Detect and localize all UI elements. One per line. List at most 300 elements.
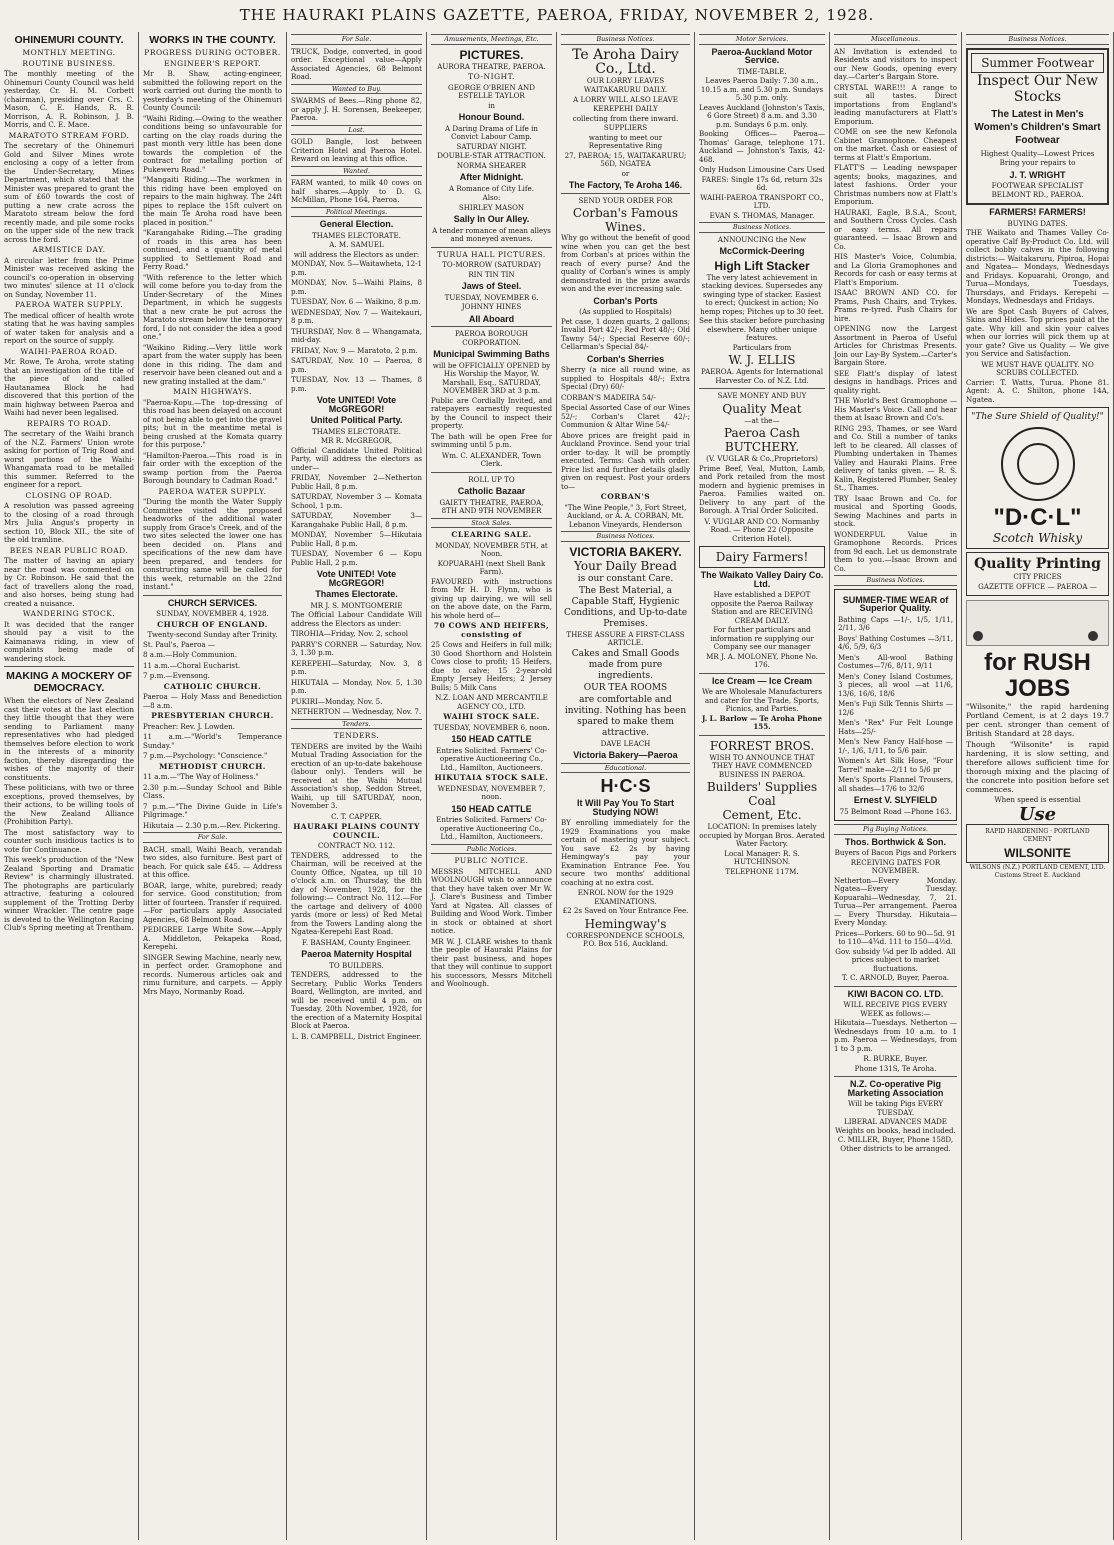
meeting-line: TUESDAY, Nov. 6 — Waikino, 8 p.m. <box>291 297 421 306</box>
ad-line: "The Wine People," 3, Fort Street, Auckland, or A. A. CORBAN, Mt. Lebanon Vineyards, Henderson <box>564 502 687 529</box>
ad-line: Cakes and Small Goods made from pure ingredients. <box>571 648 680 681</box>
church-line: St. Paul's, Paeroa — <box>143 639 215 649</box>
article-paragraph: "Karangahake Riding.—The grading of roads in this area has been continued, and a quantity of metal supplied to Settlement Road and Ferry Road." <box>143 228 282 271</box>
section-label: Business Notices. <box>561 531 690 542</box>
ad-signature: L. B. CAMPBELL, District Engineer. <box>291 1031 422 1041</box>
church-line: 11 a.m.—Choral Eucharist. <box>143 660 241 670</box>
ad-line: A. M. SAMUEL <box>329 240 384 249</box>
ad-line: BUYING DATES. <box>1007 218 1068 228</box>
ad-heading: VICTORIA BAKERY. <box>569 544 682 559</box>
meeting-line: KEREPEHI—Saturday, Nov. 3, 8 p.m. <box>291 658 422 676</box>
ad-line: Particulars from <box>732 342 792 352</box>
ad-line: WILSONS (N.Z.) PORTLAND CEMENT, LTD. Customs Street E. Auckland <box>969 863 1106 879</box>
ad-heading: Use <box>1018 803 1057 825</box>
column-4 <box>427 32 557 1540</box>
meeting-line: NETHERTON — Wednesday, Nov. 7. <box>291 707 422 716</box>
article-paragraph: "Waihi Riding.—Owing to the weather conditions being so unfavourable for carting on the clay roads during the past month very little has been done towards the completion of the contract for metalling portion of Pukeweru Road." <box>143 113 282 174</box>
ad-line: —at the— <box>744 415 780 425</box>
ad-line: CITY PRICES <box>1013 572 1062 581</box>
ad-signature: Wm. C. ALEXANDER, Town Clerk. <box>441 450 542 468</box>
ad-line: WILL RECEIVE PIGS EVERY WEEK as follows:— <box>843 1000 948 1018</box>
ad-heading: Scotch Whisky <box>992 531 1083 545</box>
divider <box>431 247 552 248</box>
ad-heading: Hemingway's <box>584 916 667 931</box>
ad-line: See this stacker before purchasing elsewhere. Many other unique features. <box>699 316 825 342</box>
church-line: 8 a.m.—Holy Communion. <box>143 650 237 659</box>
ad-heading: Catholic Bazaar <box>457 486 526 496</box>
ad-text: Booking Offices— Paeroa—Thomas' Garage, telephone 171. Auckland — Johnston's Taxis, 42-468. <box>699 129 825 164</box>
price-line: Men's Fuji Silk Tennis Shirts —12/6 <box>838 699 953 717</box>
ad-heading: Corban's Famous Wines. <box>572 206 679 234</box>
ad-text: Why go without the benefit of good wine when you can get the best from Corban's at prices within the reach of every purse? And the quality of Corban's wines is amply demonstrated in the prize awards won and the ever increasing sale. <box>561 233 690 293</box>
ad-text: Prime Beef, Veal, Mutton, Lamb, and Pork retailed from the most modern and hygienic premises in Paeroa. Families waited on. Delivery to any part of the Borough. A Trial Order Solicited. <box>699 463 825 515</box>
ad-heading: Ice Cream — Ice Cream <box>711 675 813 686</box>
ad-line: Have established a DEPOT opposite the Paeroa Railway Station and are RECEIVING CREAM DAILY. <box>710 590 814 625</box>
ad-heading: It Will Pay You To Start Studying NOW! <box>577 798 674 817</box>
ad-heading: HIKUTAIA STOCK SALE. <box>434 773 549 782</box>
ad-line: SUPPLIERS <box>603 123 648 132</box>
ad-line: C. MILLER, Buyer, Phone 158D, Other districts to be arranged. <box>837 1135 954 1153</box>
ad-line: will address the Electors as under: <box>293 249 420 259</box>
ad-line: WEDNESDAY, NOVEMBER 7, noon. <box>437 783 546 801</box>
meeting-line: SATURDAY, Nov. 10 — Paeroa, 8 p.m. <box>291 356 422 374</box>
ad-line: SAVE MONEY AND BUY <box>717 391 807 400</box>
subhead: REPAIRS TO ROAD. <box>27 418 111 428</box>
section-label: Business Notices. <box>834 575 957 586</box>
section-title: CHURCH SERVICES. <box>167 597 258 608</box>
ad-heading: Te Aroha Dairy Co., Ltd. <box>572 46 679 77</box>
section-label: Lost. <box>291 125 422 136</box>
ad-signature: F. BASHAM, County Engineer. <box>302 937 411 947</box>
meeting-line: SATURDAY, November 3—Karangahake Public Hall, 8 p.m. <box>291 511 422 529</box>
article-paragraph: "During the month the Water Supply Committee visited the proposed headworks of the additional water supply from Grace's Creek, and of the two sites selected the lower one has been decided on. Plans and specifications of the new dam have been prepared, and tenders for constructing same will be called for this week, returnable on the 22nd instant." <box>143 497 282 591</box>
ad-signature: N.Z. LOAN AND MERCANTILE AGENCY CO., LTD. <box>435 693 548 711</box>
article-paragraph: The monthly meeting of the Ohinemuri County Council was held yesterday, Cr. H. M. Corbett (chairman), presiding over Crs. C. Mason, C. E. Hands, R. R. Morrison, A. R. Robinson, J. B. Morris, and C. E. Mace. <box>4 69 134 129</box>
ad-line: Official Candidate United Political Party, will address the electors as under— <box>291 445 422 472</box>
ad-line: J. L. Barlow — Te Aroha Phone 155. <box>701 713 823 731</box>
ad-heading: The Waikato Valley Dairy Co. Ltd. <box>700 570 824 589</box>
subhead: MONTHLY MEETING. <box>22 48 116 57</box>
subhead: WAIHI-PAEROA ROAD. <box>20 346 118 356</box>
ad-line: CORBAN'S <box>600 492 651 501</box>
wilsonite-badge <box>966 824 1109 863</box>
divider <box>561 193 690 194</box>
ad-line: FOOTWEAR SPECIALIST BELMONT RD., PAEROA. <box>991 181 1084 199</box>
article-paragraph: "Hamilton-Paeroa.—This road is in fair order with the exception of the swamp portion from the Paeroa Borough boundary to Cadman Road." <box>143 450 282 485</box>
film-title: After Midnight. <box>459 172 524 182</box>
ad-heading: Corban's Ports <box>593 295 658 306</box>
ad-line: MONDAY, NOVEMBER 5TH, at Noon. <box>435 540 548 558</box>
classified-ad: SEE Flatt's display of latest designs in handbags. Prices and quality right. <box>834 368 957 395</box>
column-2 <box>139 32 287 1540</box>
ad-text: MESSRS MITCHELL AND WOOLNOUGH wish to announce that they have taken over Mr W. J. Clare's Business and Timber Yard at Ngatea. All classes of Building and Wood Work. Timber in stock or obtained at short notice. <box>431 866 552 935</box>
ad-text: Though "Wilsonite" is rapid hardening, it is slow setting, and therefore allows sufficient time for thorough mixing and the placing of the concrete into position before set commences. <box>966 740 1109 794</box>
subhead: MAIN HIGHWAYS. <box>173 387 252 396</box>
ad-line: The Best Material, a Capable Staff, Hygienic Conditions, and Up-to-date Premises. <box>563 585 688 629</box>
ad-heading: PICTURES. <box>459 47 524 62</box>
classified-ad: SINGER Sewing Machine, nearly new, in perfect order. Gramophone and records. Numerous articles oak and rimu furniture, and carpets. — Apply Mrs Mayo, Normanby Road. <box>143 952 282 996</box>
divider <box>699 388 825 389</box>
classified-ad: BOAR, large, white, purebred; ready for service. Good constitution; from litter of fourteen. Transfer if required.—For particulars apply Associated Agencies, 68 Belmont Road. <box>143 880 282 924</box>
church-name: CATHOLIC CHURCH. <box>163 681 262 691</box>
section-label: Business Notices. <box>966 34 1109 45</box>
ad-text: "Wilsonite," the rapid hardening Portland Cement, is at 2 days 19.7 per cent. stronger than cement of British Standard at 28 days. <box>966 702 1109 738</box>
church-line: 2.30 p.m.—Sunday School and Bible Class. <box>143 782 282 800</box>
ad-line: TUESDAY, NOVEMBER 6, noon. <box>433 722 550 732</box>
ad-heading: SUMMER-TIME WEAR of Superior Quality. <box>842 594 949 613</box>
ad-line: A Romance of City Life. <box>449 183 534 193</box>
subhead: PROGRESS DURING OCTOBER. <box>144 48 281 57</box>
column-3 <box>287 32 427 1540</box>
church-name: CHURCH OF ENGLAND. <box>157 619 268 629</box>
section-label: Tenders. <box>291 719 422 730</box>
price-list: Special Assorted Case of our Wines 52/-; Corban's Claret 42/-; Communion & Altar Wine 54/- <box>561 403 690 429</box>
ad-line: Prices—Porkers. 60 to 90—5d. 91 to 110—4¾d. 111 to 150—4½d. <box>835 928 956 946</box>
ad-line: WAITAKARURU DAILY. <box>583 85 668 94</box>
ad-line: (As supplied to Hospitals) <box>579 307 672 316</box>
shield-emblem-icon <box>1001 427 1075 501</box>
ad-text: Hikutaia—Tuesdays. Netherton — Wednesdays from 10 a.m. to 1 p.m. Paeroa — Wednesdays, from 1 to 3 p.m. <box>834 1018 957 1053</box>
ad-line: TO-NIGHT. <box>468 72 515 81</box>
ad-line: RAPID HARDENING · PORTLAND CEMENT <box>985 827 1090 843</box>
article-paragraph: "With reference to the letter which will come before you to-day from the Under-Secretary of the Mines Department, in which he suggests that a new crate be put across the Maratoto stream below the temporary ford, I do not consider the idea a good one." <box>143 272 282 341</box>
church-name: PRESBYTERIAN CHURCH. <box>151 711 274 720</box>
ad-line: GAZETTE OFFICE — PAEROA — <box>978 581 1097 591</box>
ad-heading: High Lift Stacker <box>714 258 810 273</box>
ad-heading: Builders' Supplies <box>706 780 818 794</box>
church-line: 11 a.m.—"World's Temperance Sunday." <box>143 732 282 750</box>
ad-line: FARES: Single 17s 6d, return 32s 6d. <box>701 174 823 192</box>
price-line: Men's Coney Island Costumes, 3 pieces, all wool —at 11/6, 13/6, 16/6, 18/6 <box>838 671 953 698</box>
price-list: Pet case, 1 dozen quarts, 2 gallons; Invalid Port 42/-; Red Port 48/-; Old Tawny 54/-; Special Reserve 60/-; Cellarman's Special 84/- <box>561 316 690 351</box>
ad-line: Local Manager: R. S. HUTCHINSON. <box>724 848 800 866</box>
ad-line: PAEROA BOROUGH CORPORATION. <box>454 329 529 347</box>
classified-ad: OPENING now the Largest Assortment in Paeroa of Useful Articles for Christmas Presents. Join our Lay-By System.—Carter's Bargain Store. <box>834 324 957 367</box>
section-label: Business Notices. <box>561 34 690 45</box>
ad-line: When speed is essential <box>994 795 1081 804</box>
section-label: Motor Services. <box>699 34 825 45</box>
ad-line: GEORGE O'BRIEN AND ESTELLE TAYLOR <box>448 82 535 100</box>
church-line: Hikutaia — 2.30 p.m.—Rev. Pickering. <box>143 820 281 830</box>
column-7 <box>830 32 962 1540</box>
ad-heading: Thos. Borthwick & Son. <box>844 836 946 847</box>
headline: MAKING A MOCKERY OF DEMOCRACY. <box>6 670 132 694</box>
ad-line: PAEROA. Agents for International Harvester Co. of N.Z. Ltd. <box>701 367 823 385</box>
ad-signature: C. T. CAPPER. <box>331 811 382 821</box>
meeting-line: THURSDAY, Nov. 8 — Whangamata, mid-day. <box>291 326 422 344</box>
meeting-line: MONDAY, November 5—Hikutaia Public Hall, 8 p.m. <box>291 530 422 548</box>
ad-heading: Dairy Farmers! <box>715 550 809 564</box>
meeting-line: PUKIRI—Monday, Nov. 5. <box>291 696 383 706</box>
ad-heading: Ernest V. SLYFIELD <box>853 795 938 805</box>
ad-line: DAVE LEACH <box>600 738 651 748</box>
church-name: METHODIST CHURCH. <box>159 761 266 771</box>
ad-line: 27, PAEROA; 15, WAITAKARURU; 56D, NGATEA <box>564 150 687 168</box>
ad-line: (V. VUGLAR & Co.,Proprietors) <box>706 454 818 463</box>
ad-line: 150 HEAD CATTLE <box>451 803 532 814</box>
section-label: Amusements, Meetings, Etc. <box>431 34 552 45</box>
dcl-whisky-ad <box>966 407 1109 549</box>
divider <box>431 472 552 473</box>
ad-line: For further particulars and information re supplying our Company see our manager <box>710 625 814 651</box>
summer-wear-ad <box>834 589 957 822</box>
ad-text: 25 Cows and Heifers in full milk; 30 Good Shorthorn and Holstein Cows close to profit; 15 Heifers, due to calve; 15 2-year-old Empty Jersey Heifers; 2 Jersey Bulls; 5 Milk Cans <box>431 640 552 692</box>
ad-heading: United Political Party. <box>310 415 403 425</box>
ad-line: Also: <box>482 193 501 202</box>
classified-ad: PEDIGREE Large White Sow.—Apply A. Middleton, Pekapeka Road, Kerepehi. <box>143 925 282 951</box>
ad-line: RECEIVING DATES FOR NOVEMBER. <box>850 857 941 875</box>
ad-line: RIN TIN TIN <box>468 269 515 279</box>
subhead: MARATOTO STREAM FORD. <box>8 130 130 140</box>
ad-line: 75 Belmont Road —Phone 163. <box>839 806 952 816</box>
section-label: Wanted. <box>291 166 422 177</box>
article-paragraph: These politicians, with two or three exceptions, proved themselves, by their actions, to be willing tools of the New Zealand Alliance (Prohibition Party). <box>4 783 134 826</box>
ad-line: ENROL NOW for the 1929 EXAMINATIONS. <box>577 888 674 906</box>
ad-line: TIME-TABLE. <box>737 66 787 76</box>
ad-line: LIBERAL ADVANCES MADE Weights on books, head included. <box>835 1117 956 1135</box>
ad-line: DOUBLE-STAR ATTRACTION. <box>437 151 546 160</box>
classified-ad: HIS Master's Voice, Columbia, and La Gloria Gramophones and Records for cash or easy terms at Flatt's Emporium. <box>834 252 957 287</box>
ad-heading: J. T. WRIGHT <box>1009 169 1066 180</box>
ad-line: MR J. S. MONTGOMERIE <box>310 600 403 610</box>
divider <box>143 595 282 596</box>
ad-line: in <box>488 100 495 110</box>
meeting-line: TUESDAY, November 6 — Kopu Public Hall, 2 p.m. <box>291 549 422 567</box>
column-8 <box>962 32 1114 1540</box>
ad-line: LOCATION: In premises lately occupied by Morgan Bros. Aerated Water Factory. <box>699 822 825 848</box>
ad-line: 150 HEAD CATTLE <box>451 734 532 744</box>
ad-line: TELEPHONE 117M. <box>725 866 799 876</box>
section-label: Wanted to Buy. <box>291 84 422 95</box>
ad-line: SEND YOUR ORDER FOR <box>578 195 673 205</box>
classified-ad: GOLD Bangle, lost between Criterion Hotel and Paeroa Hotel. Reward on leaving at this office. <box>291 137 422 163</box>
divider <box>699 735 825 736</box>
section-label: For Sale. <box>291 34 422 45</box>
article-paragraph: The secretary of the Waihi branch of the N.Z. Farmers' Union wrote asking for portion of Trig Road and worst portions of the Waihi-Whangamata road to be metalled this summer. Referred to the engineer for a report. <box>4 429 134 489</box>
section-label: Political Meetings. <box>291 207 422 218</box>
meeting-line: FRIDAY, Nov. 9 — Maratoto, 2 p.m. <box>291 345 418 355</box>
ad-heading: WILSONITE <box>1004 845 1071 860</box>
classified-ad: HAURAKI, Eagle, B.S.A., Scout, and Southern Cross Cycles. Cash or easy terms. All repairs guaranteed. — Isaac Brown and Co. <box>834 207 957 251</box>
section-label: Business Notices. <box>699 222 825 233</box>
ad-text: We are Spot Cash Buyers of Calves, Skins and Hides. Top prices paid at the gate. Why kill and skin your calves when our lorries will pick them up at your gate? Give us Quality — We give you Service and Satisfaction. <box>966 306 1109 358</box>
subhead: PAEROA WATER SUPPLY. <box>158 486 267 496</box>
ad-line: GAIETY THEATRE, PAEROA, 8TH AND 9TH NOVEMBER <box>439 497 544 515</box>
ad-line: THAMES ELECTORATE. <box>312 426 401 436</box>
tender-ad: TENDERS, addressed to the Chairman, will be received at the County Office, Ngatea, up till 10 o'clock a.m. on Thursday, the 8th day of November, 1928, for the following:— Contract No. 112.—For the cartage and delivery of 4000 yards (more or less) of Red Metal from the Towers Landing along the Ngatea-Kerepehi East Road. <box>291 850 422 936</box>
ad-heading: W. J. ELLIS <box>728 353 796 367</box>
classified-ad: AN Invitation is extended to Residents and visitors to inspect our New Goods, opening every day.—Carter's Bargain Store. <box>834 46 957 81</box>
ad-line: will be OFFICIALLY OPENED by His Worship the Mayor, W. Marshall, Esq., SATURDAY, NOVEMBER 3RD at 3 p.m. <box>432 360 551 395</box>
ad-heading: The Latest in Men's Women's Children's Smart Footwear <box>974 108 1101 146</box>
ad-line: or <box>621 168 630 178</box>
ad-heading: PUBLIC NOTICE. <box>454 856 529 865</box>
ad-line: Will be taking Pigs EVERY TUESDAY. <box>848 1099 943 1117</box>
ad-line: TO-MORROW (SATURDAY) <box>442 260 541 269</box>
ad-line: WAIHI-PAEROA TRANSPORT CO., LTD. <box>700 192 824 210</box>
ad-line: V. VUGLAR AND CO. Normanby Road. — Phone 22 (Opposite Criterion Hotel). <box>704 516 820 543</box>
subhead: BEES NEAR PUBLIC ROAD. <box>9 545 129 555</box>
article-paragraph: "Waikino Riding.—Very little work apart from the water supply has been done in this riding. The dam and reservoir have been cleaned out and a new grating installed at the dam." <box>143 342 282 386</box>
meeting-line: SATURDAY, November 3 — Komata School, 1 p.m. <box>291 492 422 510</box>
section-label: Pig Buying Notices. <box>834 824 957 835</box>
tender-ad: TENDERS are invited by the Waihi Mutual Trading Association for the erection of an up-to-date bakehouse (labour only). Tenders will be received at the Waihi Mutual Association's shop, Seddon Street, Waihi, up till SATURDAY, noon, November 3. <box>291 741 422 810</box>
film-title: Jaws of Steel. <box>461 281 522 291</box>
church-line: 7 p.m.—Psychology: "Conscience." <box>143 751 268 760</box>
classified-ad: ISAAC BROWN AND CO. for Prams, Push Chairs, and Trykes. Prams re-tyred. Push Chairs for hire. <box>834 288 957 323</box>
ad-line: Buyers of Bacon Pigs and Porkers <box>834 848 957 857</box>
headline: WORKS IN THE COUNTY. <box>149 34 276 46</box>
ad-heading: TENDERS. <box>333 731 380 740</box>
column-5 <box>557 32 695 1540</box>
ad-text: FAVOURED with instructions from Mr H. D. Flynn, who is giving up dairying, we will sell on the above date, on the Farm, his whole herd of— <box>431 576 552 620</box>
tender-ad: TENDERS, addressed to the Secretary, Public Works Tenders Board, Wellington, are invited, and will be received until 4 p.m. on Tuesday, 20th November, 1928, for the erection of a Maternity Hospital Block at Paeroa. <box>291 970 422 1030</box>
ad-heading: CLEARING SALE. <box>451 530 532 539</box>
ad-heading: Paeroa Maternity Hospital <box>301 949 412 959</box>
ad-line: MR J. A. MOLONEY, Phone No. 176. <box>706 651 818 669</box>
article-paragraph: The most satisfactory way to counter such insidious tactics is to vote for Continuance. <box>4 827 134 854</box>
ad-line: NORMA SHEARER <box>456 160 527 170</box>
meeting-line: MONDAY, Nov. 5—Waitawheta, 12-1 p.m. <box>291 259 422 277</box>
ad-line: ROLL UP TO <box>468 474 515 484</box>
classified-ad: RING 293, Thames, or see Ward and Co. Still a number of tanks left to be cleared. All classes of Plumbing undertaken in Thames Valley and Hauraki Plains. Free delivery of tanks given. — R. S. Kalin, Registered Plumber, Sealey St., Thames. <box>834 423 957 492</box>
classified-ad: FARM wanted, to milk 40 cows on half shares.—Apply to D. G. McMillan, Phone 164, Paeroa. <box>291 178 422 204</box>
ad-heading: Vote UNITED! Vote McGREGOR! <box>316 569 397 588</box>
ad-line: The very latest achievement in stacking devices. Supersedes any swinging type of stacker. Easiest to erect; Quickest in action; No hemp ropes; Pitches up to 30 feet. <box>700 272 824 316</box>
ad-signature: R. BURKE, Buyer. <box>863 1054 928 1063</box>
ad-line: TO BUILDERS. <box>329 960 384 970</box>
price-list: CORBAN'S MADEIRA 54/- <box>561 392 656 402</box>
truck-illustration-icon <box>966 600 1109 646</box>
ad-line: Only Hudson Limousine Cars Used <box>699 165 825 174</box>
ad-heading: Vote UNITED! Vote McGREGOR! <box>316 395 397 414</box>
divider <box>431 326 552 327</box>
divider <box>834 1076 957 1077</box>
ad-line: A tender romance of mean alleys and moneyed avenues. <box>432 225 551 243</box>
article-paragraph: This week's production of the "New Zealand Sporting and Dramatic Review" is charmingly illustrated. The photographs are particularly attractive, featuring a coloured supplement of the Trotting Derby winner Wrackler. The centre page is devoted to the Wellington Racing Club's Spring meeting at Trentham. <box>4 855 134 932</box>
article-paragraph: The matter of having an apiary near the road was commented on by Cr. Robinson. He said that the fact of travellers along the road, and also horses, being stung had created a nuisance. <box>4 556 134 608</box>
meeting-line: TIROHIA—Friday, Nov. 2, school <box>291 629 408 638</box>
church-line: Paeroa — Holy Mass and Benediction—8 a.m. <box>143 692 282 710</box>
ad-line: is our constant Care. <box>577 573 674 584</box>
ad-signature: T. C. ARNOLD, Buyer, Paeroa. <box>841 973 950 982</box>
ad-heading: Victoria Bakery—Paeroa <box>573 750 678 760</box>
subhead: ENGINEER'S REPORT. <box>164 58 261 68</box>
ad-heading: Paeroa-Auckland Motor Service. <box>711 46 813 65</box>
article-paragraph: "Paeroa-Kopu.—The top-dressing of this road has been delayed on account of not being able to get into the gravel pits; but in the meantime metal is being crushed at the Komata quarry for this purpose." <box>143 397 282 449</box>
ad-line: CONTRACT NO. 112. <box>318 841 395 850</box>
ad-line: Bring your repairs to <box>999 158 1076 167</box>
ad-text: The bath will be open Free for swimming until 5 p.m. <box>431 431 552 449</box>
price-line: Bathing Caps —1/-, 1/5, 1/11, 2/11, 3/6 <box>838 614 953 632</box>
meeting-line: MONDAY, Nov. 5—Waihi Plains, 8 p.m. <box>291 278 422 296</box>
ad-heading: Inspect Our New Stocks <box>976 72 1099 105</box>
ad-line: THESE ASSURE A FIRST-CLASS ARTICLE. <box>566 629 685 647</box>
ad-heading: Coal <box>748 794 776 808</box>
masthead: THE HAURAKI PLAINS GAZETTE, PAEROA, FRIDAY, NOVEMBER 2, 1928. <box>239 6 875 24</box>
column-6 <box>695 32 830 1540</box>
ad-line: Gov. subsidy ¼d per lb added. All prices subject to market fluctuations. <box>835 946 956 973</box>
meeting-line: WEDNESDAY, Nov. 7 — Waitekauri, 8 p.m. <box>291 307 422 325</box>
subhead: ROUTINE BUSINESS. <box>22 58 116 68</box>
classified-ad: TRUCK, Dodge, converted, in good order. Exceptional value—Apply Associated Agencies, 68 Belmont Road. <box>291 46 422 81</box>
film-title: Sally In Our Alley. <box>453 214 530 224</box>
ad-line: AURORA THEATRE, PAEROA. <box>437 61 546 71</box>
classified-ad: TRY Isaac Brown and Co. for musical and Sporting Goods, Sewing Machines and parts in stock. <box>834 493 957 528</box>
price-line: Men's Sports Flannel Trousers, all shades—17/6 to 32/6 <box>838 775 953 793</box>
classified-ad: COME on see the new Kefonola Cabinet Gramophone. Cheapest on the market. Cash or easiest of terms at Flatt's Emporium. <box>834 127 957 162</box>
meeting-line: PARRY'S CORNER — Saturday, Nov. 3, 1.30 p.m. <box>291 639 422 657</box>
ad-heading: Paeroa Cash BUTCHERY. <box>724 426 800 454</box>
church-line: 7 p.m.—"The Divine Guide in Life's Pilgrimage." <box>143 801 282 819</box>
price-line: Men's New Fancy Half-hose —1/-, 1/6, 1/11, to 5/6 pair. <box>838 737 953 755</box>
article-paragraph: A resolution was passed agreeing to the closing of a road through Mrs Julia Angus's property in section 10, Block XII., the site of the old tramline. <box>4 501 134 544</box>
ad-line: Leaves Paeroa Daily: 7.30 a.m., 10.15 a.m. and 5.30 p.m. Sundays 5.30 p.m. only. <box>700 76 824 102</box>
article-paragraph: The secretary of the Ohinemuri Gold and Silver Mines wrote enclosing a copy of a letter from the Under-Secretary, Mines Department, which stated that the Minister was prepared to grant the sum of £60 towards the cost of putting a new crate across the Maratoto stream below the ford recently made, and pile some rocks on the upper side of the new track across the ford. <box>4 141 134 244</box>
ad-line: WISH TO ANNOUNCE THAT THEY HAVE COMMENCED BUSINESS IN PAEROA. <box>709 752 815 779</box>
section-label: Public Notices. <box>431 844 552 855</box>
subhead: ARMISTICE DAY. <box>32 245 106 254</box>
ad-line: A LORRY WILL ALSO LEAVE <box>573 94 678 104</box>
ad-heading: Corban's Sherries <box>586 353 665 364</box>
ad-line: OUR TEA ROOMS <box>583 682 668 693</box>
price-line: Boys' Bathing Costumes —3/11, 4/6, 5/9, 6/3 <box>838 633 953 651</box>
ad-line: THAMES ELECTORATE. <box>312 230 401 240</box>
subhead: PAEROA WATER SUPPLY. <box>14 300 124 309</box>
classified-ad: SWARMS of Bees.—Ring phone 82, or apply J. H. Sorensen, Beekeeper, Paeroa. <box>291 96 422 122</box>
ad-line: OUR LORRY LEAVES <box>586 75 665 85</box>
ad-heading: Thames Electorate. <box>315 589 398 599</box>
ad-heading: FORREST BROS. <box>709 738 815 753</box>
article-paragraph: It was decided that the ranger should pay a visit to the Kaimanawa riding, in view of complaints being made of wandering stock. <box>4 619 134 663</box>
price-line: Men's "Rex" Fur Felt Lounge Hats—25/- <box>838 718 953 736</box>
wilsonite-logo <box>966 803 1109 863</box>
ad-heading: TURUA HALL PICTURES. <box>437 249 546 259</box>
ad-text: BY enrolling immediately for the 1929 Examinations you make certain of mastering your subject. You save £2 2s by having Hemingway's pay your Examination Entrance Fee. You secure two months' additional coaching at no extra cost. <box>561 818 690 887</box>
section-label: Educational. <box>561 763 690 774</box>
ad-heading: McCormick-Deering <box>719 246 805 256</box>
ad-line: JOHNNY HINES <box>461 302 522 311</box>
ad-line: EVAN S. THOMAS, Manager. <box>709 210 815 220</box>
ad-heading: Quality Printing <box>974 556 1101 572</box>
price-list: Sherry (a nice all round wine, as supplied to Hospitals 48/-; Extra Special (Dry) 60/- <box>561 365 690 391</box>
ad-text: Above prices are freight paid in Auckland Province. Send your trial order to-day. It will be promptly executed. Terms: Cash with order. Price list and further details gladly given on request. Post your orders to— <box>561 430 690 491</box>
ad-heading: WAIHI STOCK SALE. <box>443 712 540 721</box>
subhead: WANDERING STOCK. <box>22 609 116 618</box>
film-title: All Aboard <box>468 313 515 324</box>
ad-line: Highest Quality—Lowest Prices <box>980 148 1095 158</box>
meeting-line: HIKUTAIA — Monday, Nov. 5, 1.30 p.m. <box>291 677 422 695</box>
ad-heading: Summer Footwear <box>971 53 1104 73</box>
ad-line: SATURDAY NIGHT. <box>456 141 527 151</box>
ad-line: ANNOUNCING the New <box>717 234 807 244</box>
dcl-logo: "D·C·L" <box>993 504 1082 531</box>
church-line: Preacher: Rev. J. Lowden. <box>143 721 235 731</box>
film-title: Honour Bound. <box>458 112 525 122</box>
ad-line: Phone 131S, Te Aroha. <box>854 1063 937 1073</box>
footwear-ad <box>966 48 1109 206</box>
ad-text: Carrier: T. Watts, Turua. Phone 81. Agent: A. C. Shilton, phone 14A, Ngatea. <box>966 377 1109 404</box>
divider <box>834 986 957 987</box>
printing-ad <box>966 552 1109 596</box>
ad-line: KEREPEHI DAILY <box>593 104 658 113</box>
classified-ad: THE World's Best Gramophone —His Master's Voice. Call and hear them at Isaac Brown and Co's. <box>834 396 957 422</box>
classified-ad: CRYSTAL WARE!!! A range to suit all tastes. Direct importations from England's leading manufacturers at Flatt's Emporium. <box>834 82 957 126</box>
ad-heading: HAURAKI PLAINS COUNTY COUNCIL. <box>293 822 420 840</box>
article-paragraph: When the electors of New Zealand cast their votes at the last election they little thought that they were sending to Parliament many representatives who had pledged themselves before election to work in the interests of a minority faction, thereby disregarding the wishes of the majority of their constituents. <box>4 696 134 782</box>
ad-line: are comfortable and inviting. Nothing has been spared to make them attractive. <box>564 694 687 738</box>
ad-line: MR R. McGREGOR, <box>320 436 393 445</box>
